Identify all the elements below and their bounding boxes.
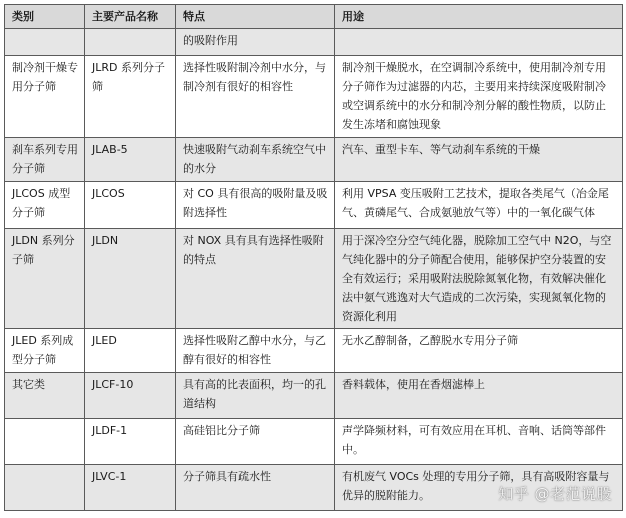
cell-product: JLRD 系列分子筛 [85,56,176,138]
cell-category [5,419,85,465]
cell-category [5,29,85,56]
table-row [5,373,623,419]
header-product: 主要产品名称 [85,5,176,29]
table-row [5,229,623,329]
cell-feature: 的吸附作用 [176,29,335,56]
watermark: 知乎 @老范说股 [498,485,612,503]
cell-usage: 用于深冷空分空气纯化器，脱除加工空气中 N2O，与空气纯化器中的分子筛配合使用，能够保护空分装置的安全有效运行；采用吸附法脱除氮氧化物，有效解决催化法中氨气逃逸对大气造成的二次污染，实现氮氧化物的资源化利用 [335,229,623,329]
cell-feature: 具有高的比表面积，均一的孔道结构 [176,373,335,419]
cell-usage: 汽车、重型卡车、等气动刹车系统的干燥 [335,138,623,182]
cell-usage: 利用 VPSA 变压吸附工艺技术，提取各类尾气（冶金尾气、黄磷尾气、合成氨驰放气等）中的一氧化碳气体 [335,182,623,229]
cell-product: JLVC-1 [85,465,176,511]
cell-usage: 制冷剂干燥脱水，在空调制冷系统中，使用制冷剂专用分子筛作为过滤器的内芯，主要用来持续深度吸附制冷或空调系统中的水分和制冷剂分解的酸性物质，以防止发生冻堵和腐蚀现象 [335,56,623,138]
cell-product: JLCOS [85,182,176,229]
cell-category: JLDN 系列分子筛 [5,229,85,329]
header-category: 类别 [5,5,85,29]
table-row [5,182,623,229]
table-row [5,29,623,56]
cell-usage: 声学降频材料，可有效应用在耳机、音响、话筒等部件中。 [335,419,623,465]
cell-feature: 选择性吸附乙醇中水分，与乙醇有很好的相容性 [176,329,335,373]
cell-category: 其它类 [5,373,85,419]
cell-product: JLAB-5 [85,138,176,182]
cell-product [85,29,176,56]
product-table [4,4,623,511]
cell-usage [335,29,623,56]
header-feature: 特点 [176,5,335,29]
cell-feature: 选择性吸附制冷剂中水分，与制冷剂有很好的相容性 [176,56,335,138]
cell-feature: 快速吸附气动刹车系统空气中的水分 [176,138,335,182]
cell-usage: 有机废气 VOCs 处理的专用分子筛，具有高吸附容量与优异的脱附能力。 [335,465,623,511]
cell-category: 制冷剂干燥专用分子筛 [5,56,85,138]
table-row [5,329,623,373]
cell-usage: 香料载体，使用在香烟滤棒上 [335,373,623,419]
cell-category: 刹车系列专用分子筛 [5,138,85,182]
cell-feature: 对 NOX 具有具有选择性吸附的特点 [176,229,335,329]
cell-usage: 无水乙醇制备，乙醇脱水专用分子筛 [335,329,623,373]
cell-product: JLDN [85,229,176,329]
header-usage: 用途 [335,5,623,29]
cell-feature: 高硅铝比分子筛 [176,419,335,465]
table-row [5,419,623,465]
cell-category: JLCOS 成型分子筛 [5,182,85,229]
header-row [5,5,623,29]
table-row [5,56,623,138]
table-row [5,138,623,182]
cell-feature: 分子筛具有疏水性 [176,465,335,511]
cell-product: JLCF-10 [85,373,176,419]
cell-feature: 对 CO 具有很高的吸附量及吸附选择性 [176,182,335,229]
cell-product: JLED [85,329,176,373]
cell-category: JLED 系列成型分子筛 [5,329,85,373]
cell-category [5,465,85,511]
cell-product: JLDF-1 [85,419,176,465]
